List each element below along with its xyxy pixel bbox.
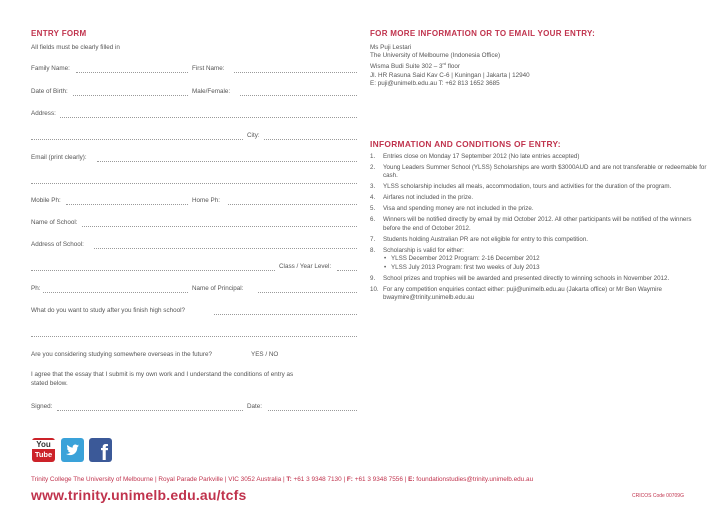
signed-label: Signed: [31,403,53,410]
condition-number: 4. [370,194,376,202]
condition-text: School prizes and trophies will be awarded and presented directly to winning schools in November 2012. [383,274,670,282]
school-phone-field[interactable] [43,292,188,293]
family-name-label: Family Name: [31,65,70,72]
mobile-label: Mobile Ph: [31,197,61,204]
facebook-letter: f [100,440,108,465]
agreement-text-line1: I agree that the essay that I submit is my own work and I understand the conditions of entry as [31,371,294,378]
condition-item [370,153,710,161]
condition-text: Entries close on Monday 17 September 2012 (No late entries accepted) [383,153,580,160]
yes-no-option[interactable]: YES / NO [251,351,279,358]
email-field-line2[interactable] [31,183,357,184]
date-field[interactable] [268,410,357,411]
condition-item [370,247,710,272]
facebook-icon[interactable] [89,438,112,465]
overseas-question-label: Are you considering studying somewhere overseas in the future? [31,351,212,358]
condition-number: 10. [370,285,379,293]
condition-text: Young Leaders Summer School (YLSS) Scholarships are worth $3000AUD and are not transferable or redeemable for cash. [383,164,707,180]
contact-building-text: Wisma Budi Suite 302 – 3 [370,63,443,71]
contact-block [370,44,530,88]
email-field-line1[interactable] [97,161,357,162]
gender-label: Male/Female: [192,88,231,95]
city-label: City: [247,132,260,139]
agreement-text-line2: stated below. [31,380,68,387]
condition-text: YLSS scholarship includes all meals, accommodation, tours and activities for the duration of the program. [383,183,672,191]
home-phone-field[interactable] [228,204,357,205]
date-label: Date: [247,403,263,410]
footer-fax: +61 3 9348 7556 | [354,476,407,483]
contact-title: FOR MORE INFORMATION OR TO EMAIL YOUR ENTRY: [370,29,596,38]
condition-item [370,164,710,181]
footer-address-line [31,476,533,483]
youtube-icon-top: You [32,440,55,449]
study-answer-field-line1[interactable] [214,314,357,315]
condition-item [370,216,710,233]
dob-label: Date of Birth: [31,88,68,95]
twitter-bird-icon [61,438,84,462]
class-level-field[interactable] [337,270,357,271]
condition-item [370,286,710,303]
signature-field[interactable] [57,410,243,411]
condition-item [370,275,710,283]
principal-field[interactable] [258,292,357,293]
footer-phone-label: T: [286,476,292,483]
contact-floor-sup: rd [442,61,447,67]
study-question-label: What do you want to study after you finish high school? [31,307,186,314]
school-address-field-line2[interactable] [31,270,275,271]
school-phone-label: Ph: [31,285,41,292]
footer-phone: +61 3 9348 7130 | [293,476,346,483]
condition-sub-item: • YLSS July 2013 Program: first two weeks of July 2013 [383,264,710,272]
cricos-code: CRICOS Code 00709G [632,493,684,499]
youtube-icon-bottom: Tube [34,450,53,459]
school-address-field-line1[interactable] [94,248,357,249]
home-phone-label: Home Ph: [192,197,220,204]
condition-text: Students holding Australian PR are not eligible for entry to this competition. [383,235,588,243]
condition-number: 5. [370,205,376,213]
study-answer-field-line2[interactable] [31,336,357,337]
family-name-field[interactable] [76,72,188,73]
address-field-line1[interactable] [60,117,357,118]
class-level-label: Class / Year Level: [279,263,332,270]
school-name-label: Name of School: [31,219,78,226]
contact-floor-text: floor [446,63,461,71]
condition-text: Winners will be notified directly by email by mid October 2012. All other participants will be notified of the winners before the end of October 2012. [383,216,692,232]
footer-fax-label: F: [346,476,353,483]
school-address-label: Address of School: [31,241,84,248]
youtube-icon[interactable] [32,438,55,462]
contact-building [370,60,530,71]
footer-url[interactable]: www.trinity.unimelb.edu.au/tcfs [31,487,247,503]
email-label: Email (print clearly): [31,154,87,161]
condition-text: Visa and spending money are not included in the prize. [383,205,534,213]
condition-text: For any competition enquiries contact either: puji@unimelb.edu.au (Jakarta office) or Mr Ben Waymire bwaymire@trinity.unimelb.edu.au [383,285,662,302]
condition-item [370,183,710,191]
condition-number: 9. [370,274,376,282]
form-instruction: All fields must be clearly filled in [31,44,120,51]
first-name-field[interactable] [234,72,357,73]
condition-item [370,236,710,244]
condition-number: 3. [370,183,376,191]
mobile-field[interactable] [66,204,188,205]
condition-sub-item: • YLSS December 2012 Program: 2-16 December 2012 [383,255,710,263]
condition-number: 8. [370,246,376,254]
condition-text: Scholarship is valid for either: [383,246,464,254]
address-label: Address: [31,110,56,117]
principal-label: Name of Principal: [192,285,244,292]
conditions-title: INFORMATION AND CONDITIONS OF ENTRY: [370,139,561,149]
condition-number: 7. [370,235,376,243]
condition-number: 2. [370,164,376,171]
footer-email[interactable]: foundationstudies@trinity.unimelb.edu.au [416,476,534,483]
condition-item [370,194,710,202]
school-name-field[interactable] [82,226,357,227]
contact-org: The University of Melbourne (Indonesia Office) [370,52,501,60]
address-field-line2[interactable] [31,139,243,140]
footer-address: Trinity College The University of Melbourne | Royal Parade Parkville | VIC 3052 Australia | [31,476,285,483]
city-field[interactable] [264,139,357,140]
footer-email-label: E: [408,476,415,483]
entry-form-title: ENTRY FORM [31,29,87,38]
condition-number: 1. [370,153,376,160]
contact-email-phone[interactable]: E: puji@unimelb.edu.au T: +62 813 1652 3685 [370,79,500,87]
condition-item [370,205,710,213]
gender-field[interactable] [240,95,357,96]
contact-street: Jl. HR Rasuna Said Kav C-6 | Kuningan | Jakarta | 12940 [370,71,530,79]
conditions-list [370,153,710,305]
contact-name: Ms Puji Lestari [370,44,412,51]
twitter-icon[interactable] [61,438,84,462]
first-name-label: First Name: [192,65,225,72]
condition-number: 6. [370,216,376,224]
dob-field[interactable] [73,95,188,96]
condition-text: Airfares not included in the prize. [383,194,474,202]
